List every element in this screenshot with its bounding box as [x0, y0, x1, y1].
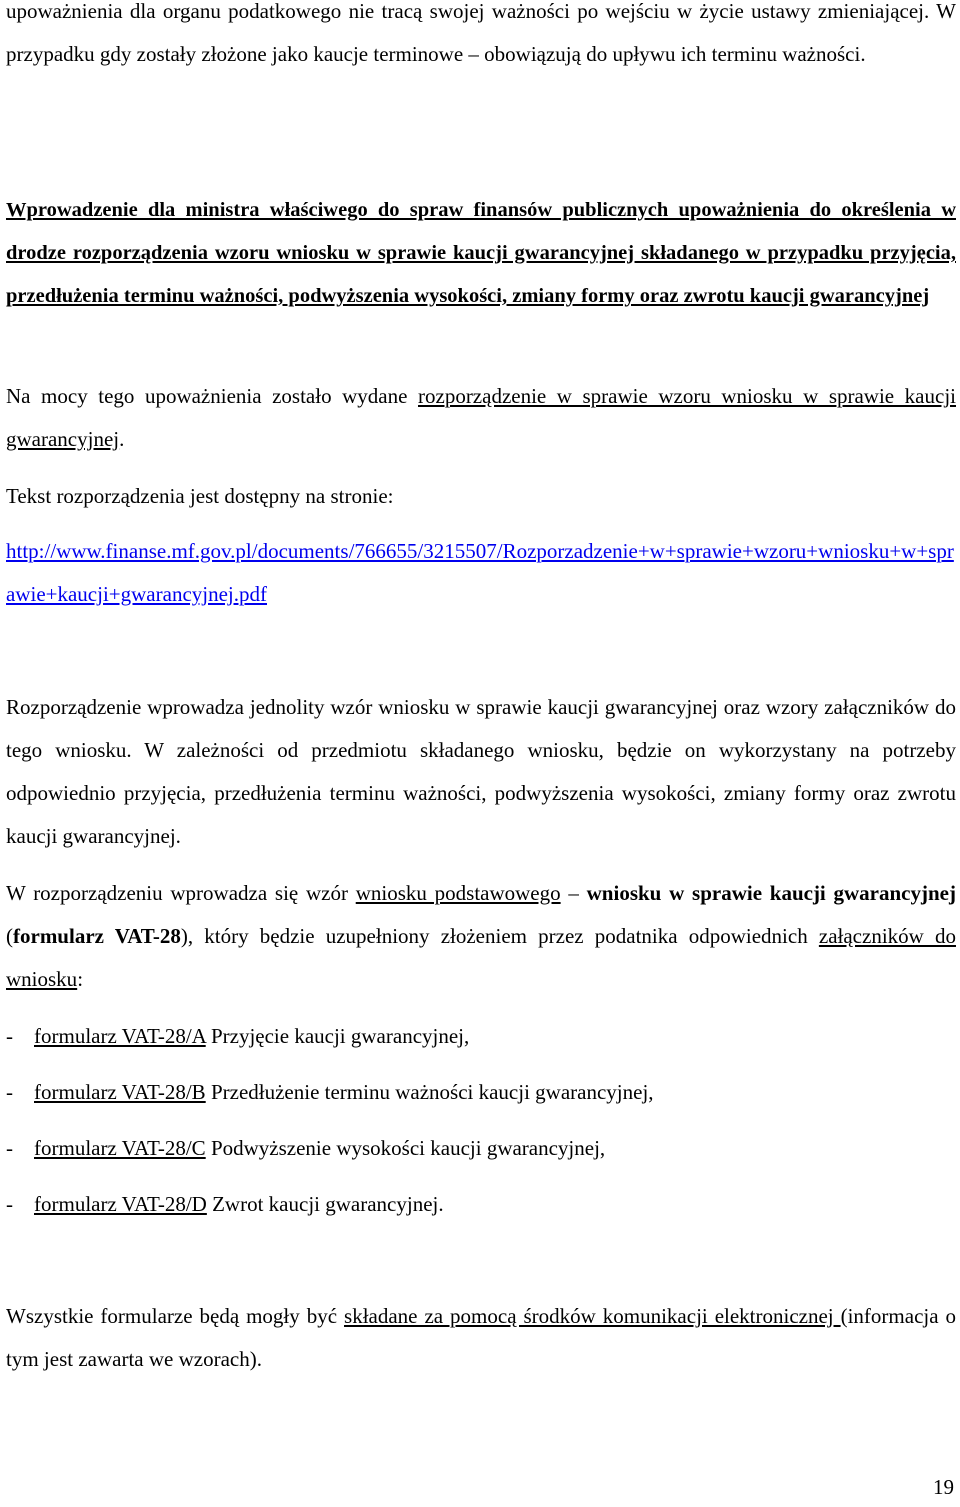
- intro-text: upoważnienia dla organu podatkowego nie tracą swojej ważności po wejściu w życie ustawy zmieniającej. W przypadku gdy zostały złożone jako kaucje terminowe – obowiązują do upływu ich terminu ważności.: [6, 0, 956, 66]
- regulation-intro-text: Na mocy tego upoważnienia zostało wydane: [6, 384, 418, 408]
- form-link-vat28b[interactable]: formularz VAT-28/B: [34, 1080, 206, 1104]
- base-application-link[interactable]: wniosku podstawowego: [355, 881, 561, 905]
- form-intro-paren-open: (: [6, 924, 13, 948]
- electronic-submission-paragraph: [6, 1295, 956, 1381]
- application-name: wniosku w sprawie kaucji gwarancyjnej: [586, 881, 956, 905]
- form-description: Przyjęcie kaucji gwarancyjnej,: [205, 1024, 470, 1048]
- section-heading: [6, 189, 956, 318]
- list-dash: -: [6, 1136, 13, 1160]
- regulation-period: .: [119, 427, 125, 451]
- url-paragraph: [6, 530, 956, 616]
- list-dash: -: [6, 1024, 13, 1048]
- list-item: [6, 1183, 956, 1226]
- attachments-link[interactable]: załączników do wniosku: [6, 924, 956, 991]
- regulation-description-text: Rozporządzenie wprowadza jednolity wzór wniosku w sprawie kaucji gwarancyjnej oraz wzory załączników do tego wniosku. W zależności od przedmiotu składanego wniosku, będzie on wykorzystany na potrzeby odpowiednio przyjęcia, przedłużenia terminu ważności, podwyższenia wysokości, zmiany formy oraz zwrotu kaucji gwarancyjnej.: [6, 695, 956, 848]
- electronic-communication-link[interactable]: składane za pomocą środków komunikacji elektronicznej: [344, 1304, 841, 1328]
- form-description: Podwyższenie wysokości kaucji gwarancyjnej,: [205, 1136, 606, 1160]
- regulation-paragraph: [6, 375, 956, 461]
- electronic-text-2: (informacja o tym jest zawarta we wzorach).: [6, 1304, 956, 1371]
- text-available-paragraph: [6, 475, 956, 518]
- text-available-label: Tekst rozporządzenia jest dostępny na stronie:: [6, 484, 394, 508]
- form-description: Zwrot kaucji gwarancyjnej.: [206, 1192, 444, 1216]
- form-code-vat28: formularz VAT-28: [13, 924, 181, 948]
- form-link-vat28a[interactable]: formularz VAT-28/A: [34, 1024, 206, 1048]
- regulation-link[interactable]: rozporządzenie w sprawie wzoru wniosku w sprawie kaucji gwarancyjnej: [6, 384, 956, 451]
- form-intro-text-1: W rozporządzeniu wprowadza się wzór: [6, 881, 356, 905]
- electronic-text-1: Wszystkie formularze będą mogły być: [6, 1304, 345, 1328]
- form-intro-colon: :: [77, 967, 84, 991]
- section-heading-text: Wprowadzenie dla ministra właściwego do spraw finansów publicznych upoważnienia do określenia w drodze rozporządzenia wzoru wniosku w sprawie kaucji gwarancyjnej składanego w przypadku przyjęcia, przedłużenia terminu ważności, podwyższenia wysokości, zmiany formy oraz zwrotu kaucji gwarancyjnej: [6, 199, 956, 307]
- form-description: Przedłużenie terminu ważności kaucji gwarancyjnej,: [205, 1080, 654, 1104]
- regulation-description-paragraph: [6, 686, 956, 858]
- form-link-vat28d[interactable]: formularz VAT-28/D: [34, 1192, 207, 1216]
- page-number: 19: [933, 1475, 954, 1499]
- list-item: [6, 1127, 956, 1170]
- list-item: [6, 1015, 956, 1058]
- form-intro-dash: –: [560, 881, 587, 905]
- attachment-list: [6, 1015, 956, 1226]
- form-link-vat28c[interactable]: formularz VAT-28/C: [34, 1136, 206, 1160]
- list-item: [6, 1071, 956, 1114]
- list-dash: -: [6, 1192, 13, 1216]
- form-intro-text-2: ), który będzie uzupełniony złożeniem przez podatnika odpowiednich: [180, 924, 819, 948]
- intro-paragraph: [6, 0, 956, 76]
- form-introduction-paragraph: [6, 872, 956, 1001]
- regulation-url-link[interactable]: http://www.finanse.mf.gov.pl/documents/766655/3215507/Rozporzadzenie+w+sprawie+wzoru+wniosku+w+sprawie+kaucji+gwarancyjnej.pdf: [6, 539, 954, 606]
- list-dash: -: [6, 1080, 13, 1104]
